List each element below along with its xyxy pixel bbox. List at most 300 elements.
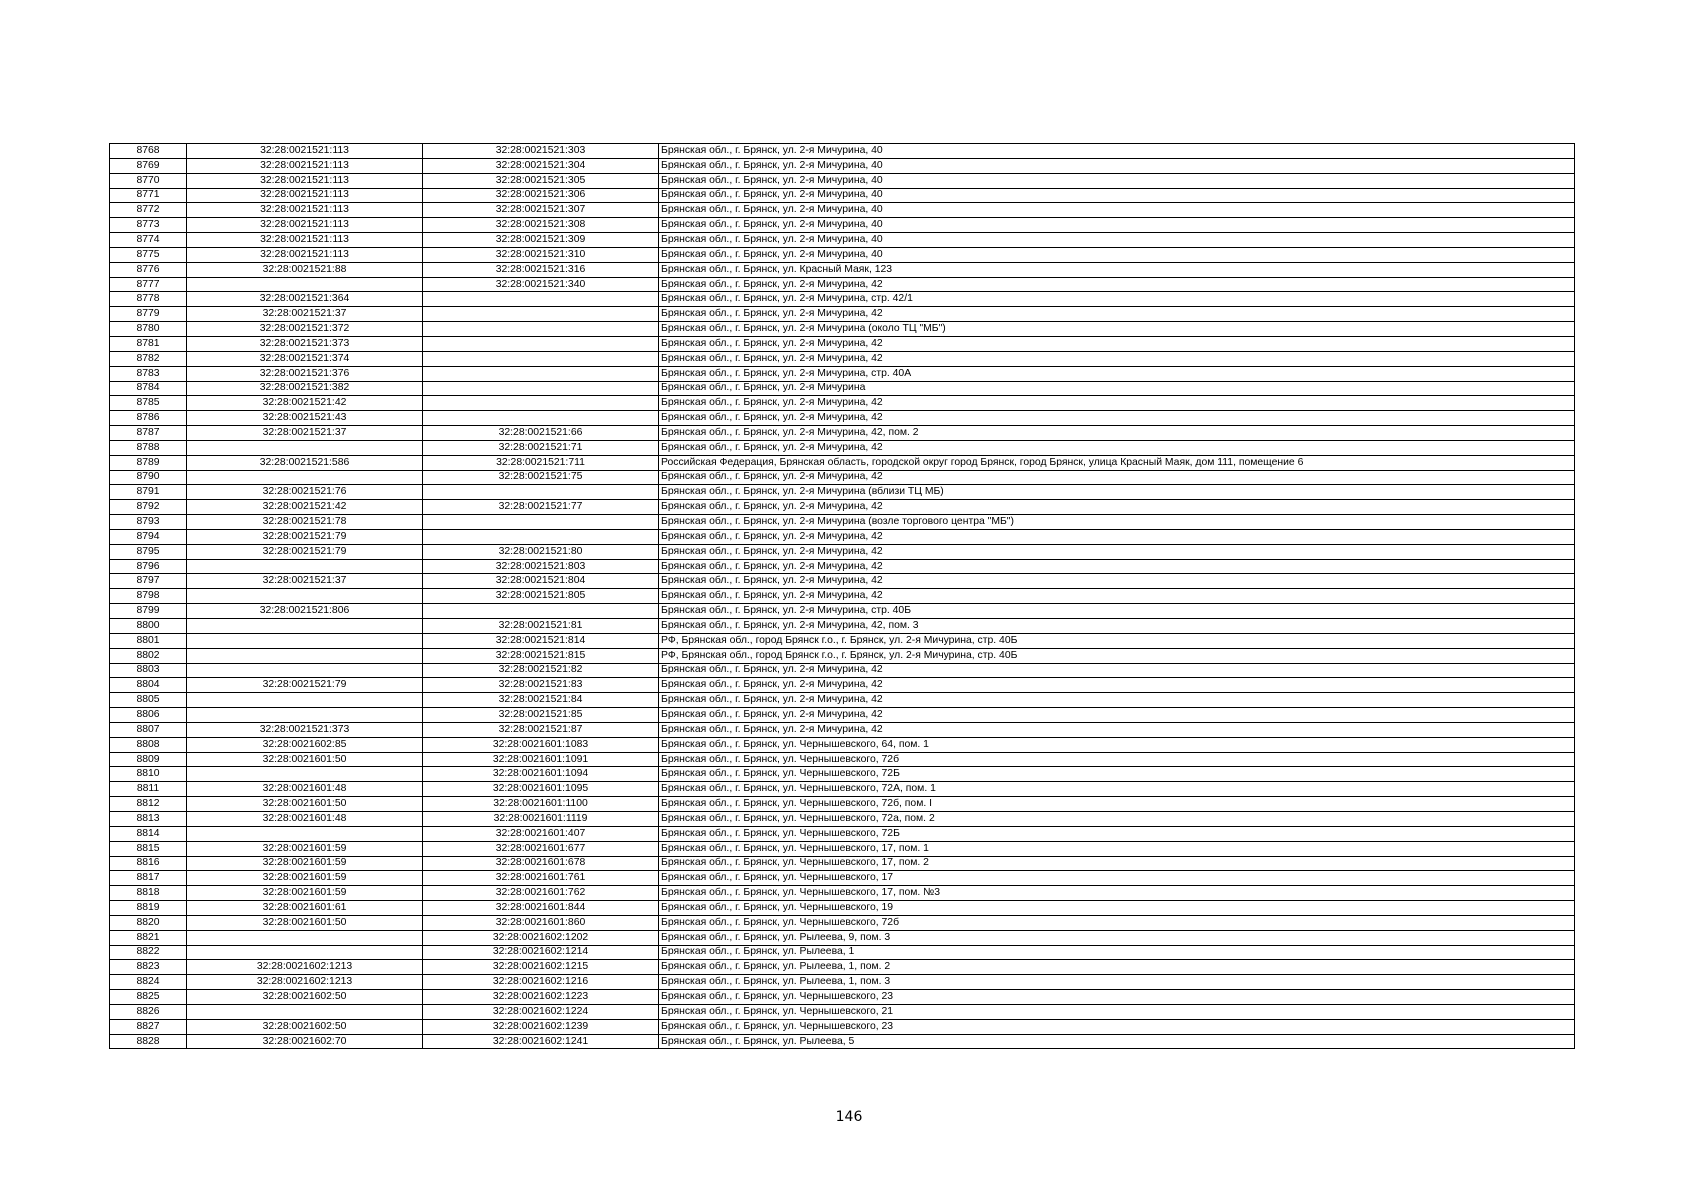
object-number-cell: 32:28:0021601:677 — [423, 841, 659, 856]
parcel-number-cell: 32:28:0021521:382 — [187, 381, 423, 396]
parcel-number-cell — [187, 470, 423, 485]
row-number-cell: 8774 — [110, 233, 187, 248]
address-cell: Брянская обл., г. Брянск, ул. Чернышевского, 72А, пом. 1 — [659, 782, 1575, 797]
address-cell: Российская Федерация, Брянская область, городской округ город Брянск, город Брянск, улица Красный Маяк, дом 111, помещение 6 — [659, 455, 1575, 470]
parcel-number-cell: 32:28:0021601:59 — [187, 871, 423, 886]
row-number-cell: 8813 — [110, 811, 187, 826]
parcel-number-cell: 32:28:0021521:373 — [187, 722, 423, 737]
row-number-cell: 8817 — [110, 871, 187, 886]
address-cell: Брянская обл., г. Брянск, ул. 2-я Мичурина, 42 — [659, 722, 1575, 737]
parcel-number-cell: 32:28:0021521:88 — [187, 262, 423, 277]
table-row — [110, 277, 1575, 292]
object-number-cell: 32:28:0021521:308 — [423, 218, 659, 233]
table-row — [110, 440, 1575, 455]
table-row — [110, 841, 1575, 856]
parcel-number-cell: 32:28:0021521:43 — [187, 411, 423, 426]
parcel-number-cell: 32:28:0021521:113 — [187, 188, 423, 203]
object-number-cell: 32:28:0021521:306 — [423, 188, 659, 203]
row-number-cell: 8820 — [110, 915, 187, 930]
object-number-cell: 32:28:0021521:71 — [423, 440, 659, 455]
object-number-cell — [423, 485, 659, 500]
address-cell: Брянская обл., г. Брянск, ул. 2-я Мичурина, стр. 42/1 — [659, 292, 1575, 307]
row-number-cell: 8791 — [110, 485, 187, 500]
object-number-cell: 32:28:0021521:305 — [423, 173, 659, 188]
table-row — [110, 336, 1575, 351]
row-number-cell: 8776 — [110, 262, 187, 277]
table-row — [110, 960, 1575, 975]
object-number-cell: 32:28:0021521:814 — [423, 633, 659, 648]
address-cell: Брянская обл., г. Брянск, ул. 2-я Мичурина, 40 — [659, 233, 1575, 248]
object-number-cell — [423, 411, 659, 426]
parcel-number-cell: 32:28:0021601:61 — [187, 901, 423, 916]
object-number-cell: 32:28:0021521:804 — [423, 574, 659, 589]
object-number-cell — [423, 322, 659, 337]
parcel-number-cell — [187, 945, 423, 960]
address-cell: Брянская обл., г. Брянск, ул. 2-я Мичурина, стр. 40Б — [659, 604, 1575, 619]
object-number-cell: 32:28:0021602:1214 — [423, 945, 659, 960]
address-cell: Брянская обл., г. Брянск, ул. Чернышевского, 72б — [659, 752, 1575, 767]
address-cell: Брянская обл., г. Брянск, ул. Чернышевского, 17, пом. №3 — [659, 886, 1575, 901]
registry-table — [109, 143, 1575, 1049]
row-number-cell: 8814 — [110, 826, 187, 841]
address-cell: Брянская обл., г. Брянск, ул. 2-я Мичурина, 42 — [659, 500, 1575, 515]
row-number-cell: 8794 — [110, 529, 187, 544]
table-row — [110, 173, 1575, 188]
address-cell: Брянская обл., г. Брянск, ул. Чернышевского, 23 — [659, 990, 1575, 1005]
address-cell: Брянская обл., г. Брянск, ул. Чернышевского, 72а, пом. 2 — [659, 811, 1575, 826]
row-number-cell: 8804 — [110, 678, 187, 693]
address-cell: Брянская обл., г. Брянск, ул. 2-я Мичурина, 42 — [659, 336, 1575, 351]
object-number-cell: 32:28:0021521:316 — [423, 262, 659, 277]
row-number-cell: 8827 — [110, 1019, 187, 1034]
address-cell: Брянская обл., г. Брянск, ул. Чернышевского, 19 — [659, 901, 1575, 916]
parcel-number-cell: 32:28:0021521:79 — [187, 544, 423, 559]
parcel-number-cell: 32:28:0021601:48 — [187, 782, 423, 797]
table-row — [110, 322, 1575, 337]
parcel-number-cell: 32:28:0021521:113 — [187, 233, 423, 248]
table-row — [110, 678, 1575, 693]
row-number-cell: 8816 — [110, 856, 187, 871]
object-number-cell: 32:28:0021602:1239 — [423, 1019, 659, 1034]
address-cell: Брянская обл., г. Брянск, ул. 2-я Мичурина, 42 — [659, 307, 1575, 322]
parcel-number-cell — [187, 619, 423, 634]
row-number-cell: 8785 — [110, 396, 187, 411]
parcel-number-cell: 32:28:0021521:78 — [187, 515, 423, 530]
address-cell: Брянская обл., г. Брянск, ул. Чернышевского, 64, пом. 1 — [659, 737, 1575, 752]
address-cell: Брянская обл., г. Брянск, ул. Чернышевского, 21 — [659, 1004, 1575, 1019]
parcel-number-cell: 32:28:0021602:50 — [187, 1019, 423, 1034]
parcel-number-cell: 32:28:0021521:79 — [187, 678, 423, 693]
object-number-cell — [423, 529, 659, 544]
address-cell: Брянская обл., г. Брянск, ул. 2-я Мичурина, 42 — [659, 574, 1575, 589]
row-number-cell: 8815 — [110, 841, 187, 856]
row-number-cell: 8772 — [110, 203, 187, 218]
row-number-cell: 8768 — [110, 144, 187, 159]
parcel-number-cell: 32:28:0021521:364 — [187, 292, 423, 307]
address-cell: Брянская обл., г. Брянск, ул. Чернышевского, 72Б — [659, 767, 1575, 782]
object-number-cell — [423, 366, 659, 381]
table-row — [110, 1019, 1575, 1034]
parcel-number-cell — [187, 648, 423, 663]
object-number-cell: 32:28:0021601:1095 — [423, 782, 659, 797]
row-number-cell: 8812 — [110, 797, 187, 812]
parcel-number-cell: 32:28:0021602:85 — [187, 737, 423, 752]
row-number-cell: 8775 — [110, 247, 187, 262]
object-number-cell: 32:28:0021521:81 — [423, 619, 659, 634]
parcel-number-cell: 32:28:0021521:586 — [187, 455, 423, 470]
object-number-cell: 32:28:0021601:678 — [423, 856, 659, 871]
parcel-number-cell — [187, 708, 423, 723]
row-number-cell: 8802 — [110, 648, 187, 663]
parcel-number-cell: 32:28:0021521:42 — [187, 500, 423, 515]
address-cell: Брянская обл., г. Брянск, ул. 2-я Мичурина, 42 — [659, 544, 1575, 559]
row-number-cell: 8787 — [110, 426, 187, 441]
table-row — [110, 811, 1575, 826]
table-row — [110, 574, 1575, 589]
table-row — [110, 188, 1575, 203]
object-number-cell: 32:28:0021521:304 — [423, 158, 659, 173]
parcel-number-cell: 32:28:0021601:48 — [187, 811, 423, 826]
object-number-cell: 32:28:0021521:805 — [423, 589, 659, 604]
object-number-cell: 32:28:0021521:80 — [423, 544, 659, 559]
address-cell: Брянская обл., г. Брянск, ул. 2-я Мичурина (вблизи ТЦ МБ) — [659, 485, 1575, 500]
table-row — [110, 292, 1575, 307]
parcel-number-cell — [187, 693, 423, 708]
address-cell: Брянская обл., г. Брянск, ул. Чернышевского, 72б, пом. I — [659, 797, 1575, 812]
address-cell: Брянская обл., г. Брянск, ул. 2-я Мичурина, 40 — [659, 218, 1575, 233]
object-number-cell — [423, 351, 659, 366]
row-number-cell: 8800 — [110, 619, 187, 634]
parcel-number-cell: 32:28:0021521:76 — [187, 485, 423, 500]
object-number-cell — [423, 292, 659, 307]
object-number-cell: 32:28:0021521:309 — [423, 233, 659, 248]
address-cell: Брянская обл., г. Брянск, ул. 2-я Мичурина, 42 — [659, 529, 1575, 544]
parcel-number-cell — [187, 1004, 423, 1019]
address-cell: Брянская обл., г. Брянск, ул. Рылеева, 5 — [659, 1034, 1575, 1049]
object-number-cell: 32:28:0021602:1215 — [423, 960, 659, 975]
row-number-cell: 8796 — [110, 559, 187, 574]
parcel-number-cell: 32:28:0021521:79 — [187, 529, 423, 544]
object-number-cell — [423, 381, 659, 396]
row-number-cell: 8801 — [110, 633, 187, 648]
table-row — [110, 604, 1575, 619]
parcel-number-cell: 32:28:0021521:113 — [187, 158, 423, 173]
table-row — [110, 515, 1575, 530]
table-row — [110, 693, 1575, 708]
table-row — [110, 930, 1575, 945]
object-number-cell: 32:28:0021602:1224 — [423, 1004, 659, 1019]
table-row — [110, 856, 1575, 871]
object-number-cell: 32:28:0021601:761 — [423, 871, 659, 886]
row-number-cell: 8795 — [110, 544, 187, 559]
object-number-cell: 32:28:0021521:307 — [423, 203, 659, 218]
parcel-number-cell — [187, 930, 423, 945]
object-number-cell: 32:28:0021521:84 — [423, 693, 659, 708]
address-cell: Брянская обл., г. Брянск, ул. 2-я Мичурина, 42 — [659, 663, 1575, 678]
row-number-cell: 8809 — [110, 752, 187, 767]
row-number-cell: 8784 — [110, 381, 187, 396]
row-number-cell: 8810 — [110, 767, 187, 782]
address-cell: Брянская обл., г. Брянск, ул. 2-я Мичурина, 42 — [659, 693, 1575, 708]
parcel-number-cell: 32:28:0021521:113 — [187, 173, 423, 188]
row-number-cell: 8779 — [110, 307, 187, 322]
table-row — [110, 158, 1575, 173]
address-cell: Брянская обл., г. Брянск, ул. Рылеева, 1 — [659, 945, 1575, 960]
parcel-number-cell: 32:28:0021521:376 — [187, 366, 423, 381]
address-cell: Брянская обл., г. Брянск, ул. 2-я Мичурина — [659, 381, 1575, 396]
address-cell: Брянская обл., г. Брянск, ул. Рылеева, 1, пом. 3 — [659, 975, 1575, 990]
table-row — [110, 247, 1575, 262]
parcel-number-cell: 32:28:0021521:374 — [187, 351, 423, 366]
row-number-cell: 8789 — [110, 455, 187, 470]
address-cell: РФ, Брянская обл., город Брянск г.о., г. Брянск, ул. 2-я Мичурина, стр. 40Б — [659, 648, 1575, 663]
row-number-cell: 8806 — [110, 708, 187, 723]
address-cell: Брянская обл., г. Брянск, ул. Рылеева, 1, пом. 2 — [659, 960, 1575, 975]
table-row — [110, 737, 1575, 752]
address-cell: Брянская обл., г. Брянск, ул. Чернышевского, 17 — [659, 871, 1575, 886]
row-number-cell: 8819 — [110, 901, 187, 916]
row-number-cell: 8793 — [110, 515, 187, 530]
parcel-number-cell: 32:28:0021521:373 — [187, 336, 423, 351]
table-row — [110, 767, 1575, 782]
object-number-cell: 32:28:0021521:85 — [423, 708, 659, 723]
parcel-number-cell — [187, 826, 423, 841]
address-cell: Брянская обл., г. Брянск, ул. 2-я Мичурина, 42 — [659, 277, 1575, 292]
row-number-cell: 8771 — [110, 188, 187, 203]
object-number-cell: 32:28:0021601:762 — [423, 886, 659, 901]
row-number-cell: 8824 — [110, 975, 187, 990]
row-number-cell: 8803 — [110, 663, 187, 678]
row-number-cell: 8797 — [110, 574, 187, 589]
table-row — [110, 144, 1575, 159]
object-number-cell: 32:28:0021521:75 — [423, 470, 659, 485]
parcel-number-cell: 32:28:0021601:59 — [187, 856, 423, 871]
object-number-cell: 32:28:0021601:1094 — [423, 767, 659, 782]
table-row — [110, 262, 1575, 277]
row-number-cell: 8825 — [110, 990, 187, 1005]
object-number-cell: 32:28:0021521:66 — [423, 426, 659, 441]
table-row — [110, 559, 1575, 574]
table-row — [110, 633, 1575, 648]
table-row — [110, 426, 1575, 441]
table-row — [110, 455, 1575, 470]
parcel-number-cell — [187, 559, 423, 574]
row-number-cell: 8780 — [110, 322, 187, 337]
parcel-number-cell: 32:28:0021521:113 — [187, 203, 423, 218]
object-number-cell: 32:28:0021521:83 — [423, 678, 659, 693]
address-cell: Брянская обл., г. Брянск, ул. 2-я Мичурина, 42, пом. 3 — [659, 619, 1575, 634]
address-cell: Брянская обл., г. Брянск, ул. Чернышевского, 17, пом. 2 — [659, 856, 1575, 871]
object-number-cell: 32:28:0021521:77 — [423, 500, 659, 515]
table-row — [110, 752, 1575, 767]
address-cell: Брянская обл., г. Брянск, ул. Чернышевского, 72Б — [659, 826, 1575, 841]
row-number-cell: 8770 — [110, 173, 187, 188]
table-row — [110, 307, 1575, 322]
table-row — [110, 203, 1575, 218]
address-cell: Брянская обл., г. Брянск, ул. Чернышевского, 23 — [659, 1019, 1575, 1034]
parcel-number-cell: 32:28:0021602:50 — [187, 990, 423, 1005]
row-number-cell: 8781 — [110, 336, 187, 351]
parcel-number-cell: 32:28:0021521:372 — [187, 322, 423, 337]
object-number-cell: 32:28:0021601:1091 — [423, 752, 659, 767]
row-number-cell: 8828 — [110, 1034, 187, 1049]
address-cell: Брянская обл., г. Брянск, ул. 2-я Мичурина, 42 — [659, 559, 1575, 574]
address-cell: Брянская обл., г. Брянск, ул. 2-я Мичурина, 40 — [659, 247, 1575, 262]
parcel-number-cell: 32:28:0021601:50 — [187, 915, 423, 930]
row-number-cell: 8818 — [110, 886, 187, 901]
table-row — [110, 233, 1575, 248]
page-number: 146 — [835, 1109, 863, 1125]
address-cell: Брянская обл., г. Брянск, ул. 2-я Мичурина, 42, пом. 2 — [659, 426, 1575, 441]
table-row — [110, 470, 1575, 485]
address-cell: Брянская обл., г. Брянск, ул. 2-я Мичурина (возле торгового центра "МБ") — [659, 515, 1575, 530]
row-number-cell: 8822 — [110, 945, 187, 960]
table-row — [110, 797, 1575, 812]
parcel-number-cell: 32:28:0021521:37 — [187, 574, 423, 589]
row-number-cell: 8778 — [110, 292, 187, 307]
parcel-number-cell: 32:28:0021602:1213 — [187, 975, 423, 990]
object-number-cell: 32:28:0021601:407 — [423, 826, 659, 841]
object-number-cell — [423, 604, 659, 619]
table-row — [110, 1004, 1575, 1019]
row-number-cell: 8823 — [110, 960, 187, 975]
parcel-number-cell — [187, 767, 423, 782]
parcel-number-cell — [187, 589, 423, 604]
parcel-number-cell: 32:28:0021601:50 — [187, 752, 423, 767]
table-row — [110, 975, 1575, 990]
table-row — [110, 826, 1575, 841]
row-number-cell: 8805 — [110, 693, 187, 708]
table-row — [110, 619, 1575, 634]
table-row — [110, 663, 1575, 678]
table-row — [110, 529, 1575, 544]
address-cell: Брянская обл., г. Брянск, ул. 2-я Мичурина, 42 — [659, 440, 1575, 455]
row-number-cell: 8808 — [110, 737, 187, 752]
address-cell: Брянская обл., г. Брянск, ул. 2-я Мичурина, 42 — [659, 351, 1575, 366]
table-row — [110, 1034, 1575, 1049]
object-number-cell — [423, 336, 659, 351]
row-number-cell: 8798 — [110, 589, 187, 604]
row-number-cell: 8792 — [110, 500, 187, 515]
parcel-number-cell: 32:28:0021521:806 — [187, 604, 423, 619]
table-row — [110, 901, 1575, 916]
parcel-number-cell: 32:28:0021601:59 — [187, 886, 423, 901]
address-cell: Брянская обл., г. Брянск, ул. 2-я Мичурина, 42 — [659, 396, 1575, 411]
row-number-cell: 8807 — [110, 722, 187, 737]
row-number-cell: 8790 — [110, 470, 187, 485]
object-number-cell: 32:28:0021602:1202 — [423, 930, 659, 945]
object-number-cell: 32:28:0021521:87 — [423, 722, 659, 737]
table-row — [110, 366, 1575, 381]
table-row — [110, 351, 1575, 366]
address-cell: РФ, Брянская обл., город Брянск г.о., г. Брянск, ул. 2-я Мичурина, стр. 40Б — [659, 633, 1575, 648]
table-row — [110, 871, 1575, 886]
address-cell: Брянская обл., г. Брянск, ул. 2-я Мичурина, стр. 40А — [659, 366, 1575, 381]
row-number-cell: 8783 — [110, 366, 187, 381]
row-number-cell: 8786 — [110, 411, 187, 426]
parcel-number-cell — [187, 440, 423, 455]
parcel-number-cell: 32:28:0021521:113 — [187, 144, 423, 159]
object-number-cell: 32:28:0021521:815 — [423, 648, 659, 663]
address-cell: Брянская обл., г. Брянск, ул. 2-я Мичурина (около ТЦ "МБ") — [659, 322, 1575, 337]
parcel-number-cell — [187, 633, 423, 648]
address-cell: Брянская обл., г. Брянск, ул. 2-я Мичурина, 42 — [659, 589, 1575, 604]
table-row — [110, 218, 1575, 233]
address-cell: Брянская обл., г. Брянск, ул. 2-я Мичурина, 42 — [659, 470, 1575, 485]
table-row — [110, 722, 1575, 737]
address-cell: Брянская обл., г. Брянск, ул. Красный Маяк, 123 — [659, 262, 1575, 277]
address-cell: Брянская обл., г. Брянск, ул. 2-я Мичурина, 40 — [659, 144, 1575, 159]
row-number-cell: 8788 — [110, 440, 187, 455]
parcel-number-cell: 32:28:0021521:113 — [187, 247, 423, 262]
table-row — [110, 544, 1575, 559]
table-row — [110, 945, 1575, 960]
table-row — [110, 396, 1575, 411]
table-row — [110, 648, 1575, 663]
object-number-cell — [423, 307, 659, 322]
row-number-cell: 8773 — [110, 218, 187, 233]
object-number-cell: 32:28:0021602:1216 — [423, 975, 659, 990]
object-number-cell: 32:28:0021601:1119 — [423, 811, 659, 826]
parcel-number-cell: 32:28:0021521:42 — [187, 396, 423, 411]
address-cell: Брянская обл., г. Брянск, ул. 2-я Мичурина, 42 — [659, 678, 1575, 693]
parcel-number-cell — [187, 277, 423, 292]
object-number-cell: 32:28:0021521:82 — [423, 663, 659, 678]
object-number-cell: 32:28:0021521:303 — [423, 144, 659, 159]
row-number-cell: 8826 — [110, 1004, 187, 1019]
table-row — [110, 782, 1575, 797]
object-number-cell: 32:28:0021521:310 — [423, 247, 659, 262]
table-row — [110, 411, 1575, 426]
object-number-cell: 32:28:0021601:1083 — [423, 737, 659, 752]
parcel-number-cell — [187, 663, 423, 678]
address-cell: Брянская обл., г. Брянск, ул. Рылеева, 9, пом. 3 — [659, 930, 1575, 945]
parcel-number-cell: 32:28:0021521:37 — [187, 426, 423, 441]
address-cell: Брянская обл., г. Брянск, ул. 2-я Мичурина, 40 — [659, 203, 1575, 218]
address-cell: Брянская обл., г. Брянск, ул. Чернышевского, 72б — [659, 915, 1575, 930]
object-number-cell: 32:28:0021521:803 — [423, 559, 659, 574]
object-number-cell — [423, 515, 659, 530]
parcel-number-cell: 32:28:0021521:37 — [187, 307, 423, 322]
parcel-number-cell: 32:28:0021601:50 — [187, 797, 423, 812]
object-number-cell: 32:28:0021601:1100 — [423, 797, 659, 812]
object-number-cell: 32:28:0021601:844 — [423, 901, 659, 916]
parcel-number-cell: 32:28:0021602:70 — [187, 1034, 423, 1049]
row-number-cell: 8821 — [110, 930, 187, 945]
address-cell: Брянская обл., г. Брянск, ул. 2-я Мичурина, 42 — [659, 411, 1575, 426]
table-row — [110, 500, 1575, 515]
address-cell: Брянская обл., г. Брянск, ул. Чернышевского, 17, пом. 1 — [659, 841, 1575, 856]
parcel-number-cell: 32:28:0021602:1213 — [187, 960, 423, 975]
address-cell: Брянская обл., г. Брянск, ул. 2-я Мичурина, 40 — [659, 173, 1575, 188]
object-number-cell: 32:28:0021602:1223 — [423, 990, 659, 1005]
object-number-cell — [423, 396, 659, 411]
parcel-number-cell: 32:28:0021521:113 — [187, 218, 423, 233]
object-number-cell: 32:28:0021521:711 — [423, 455, 659, 470]
table-row — [110, 485, 1575, 500]
row-number-cell: 8782 — [110, 351, 187, 366]
address-cell: Брянская обл., г. Брянск, ул. 2-я Мичурина, 40 — [659, 158, 1575, 173]
row-number-cell: 8811 — [110, 782, 187, 797]
table-row — [110, 990, 1575, 1005]
address-cell: Брянская обл., г. Брянск, ул. 2-я Мичурина, 42 — [659, 708, 1575, 723]
table-row — [110, 886, 1575, 901]
registry-table-body — [110, 144, 1575, 1049]
row-number-cell: 8769 — [110, 158, 187, 173]
object-number-cell: 32:28:0021602:1241 — [423, 1034, 659, 1049]
table-row — [110, 915, 1575, 930]
object-number-cell: 32:28:0021521:340 — [423, 277, 659, 292]
